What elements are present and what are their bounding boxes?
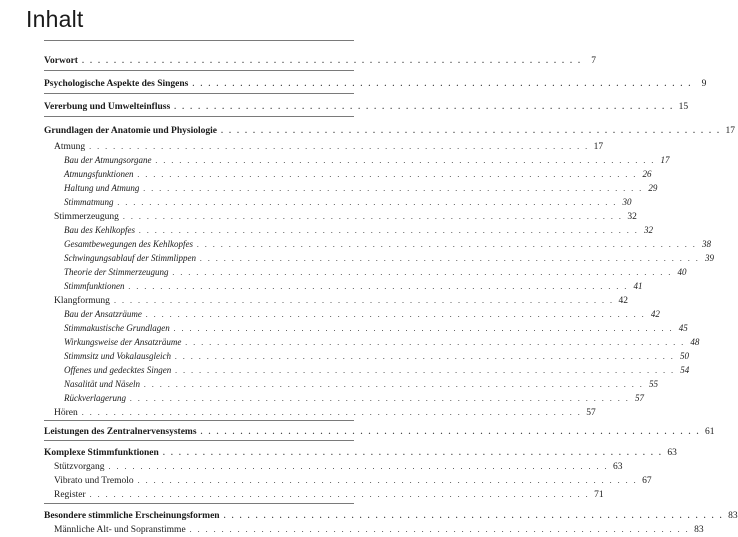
toc-entry[interactable] bbox=[64, 336, 700, 349]
dot-leader: . . . . . . . . . . . . . . . . . . . . . . . . . . . . . . . . . . . . . . . . . . . . . . . . . . . . . . . . . . . . . . . bbox=[223, 511, 724, 520]
toc-entry-label: Männliche Alt- und Sopranstimme bbox=[54, 525, 186, 535]
toc-entry-page-number: 63 bbox=[613, 462, 623, 472]
toc-entry[interactable] bbox=[64, 364, 690, 377]
toc-entry[interactable] bbox=[54, 460, 623, 473]
toc-entry-page-number: 41 bbox=[633, 281, 643, 291]
dot-leader: . . . . . . . . . . . . . . . . . . . . . . . . . . . . . . . . . . . . . . . . . . . . . . . . . . . . . . . . . . . . . . . bbox=[89, 490, 590, 499]
toc-entry-page-number: 29 bbox=[648, 183, 658, 193]
section-divider bbox=[44, 440, 354, 441]
toc-entry-page-number: 26 bbox=[642, 169, 652, 179]
toc-entry-label: Offenes und gedecktes Singen bbox=[64, 365, 172, 375]
toc-entry-page-number: 83 bbox=[694, 525, 704, 535]
toc-entry[interactable] bbox=[64, 280, 643, 293]
dot-leader: . . . . . . . . . . . . . . . . . . . . . . . . . . . . . . . . . . . . . . . . . . . . . . . . . . . . . . . . . . . . . . . bbox=[175, 366, 676, 375]
dot-leader: . . . . . . . . . . . . . . . . . . . . . . . . . . . . . . . . . . . . . . . . . . . . . . . . . . . . . . . . . . . . . . . bbox=[175, 352, 675, 361]
toc-entry-page-number: 17 bbox=[660, 155, 670, 165]
toc-entry-page-number: 54 bbox=[680, 365, 690, 375]
dot-leader: . . . . . . . . . . . . . . . . . . . . . . . . . . . . . . . . . . . . . . . . . . . . . . . . . . . . . . . . . . . . . . . bbox=[129, 394, 630, 403]
toc-entry[interactable] bbox=[64, 196, 632, 209]
page-title: Inhalt bbox=[26, 6, 84, 32]
dot-leader: . . . . . . . . . . . . . . . . . . . . . . . . . . . . . . . . . . . . . . . . . . . . . . . . . . . . . . . . . . . . . . . bbox=[172, 268, 673, 277]
toc-entry[interactable] bbox=[64, 238, 711, 251]
dot-leader: . . . . . . . . . . . . . . . . . . . . . . . . . . . . . . . . . . . . . . . . . . . . . . . . . . . . . . . . . . . . . . . bbox=[200, 427, 701, 436]
toc-entry-label: Vererbung und Umwelteinfluss bbox=[44, 102, 171, 112]
section-divider bbox=[44, 40, 354, 41]
toc-entry-page-number: 15 bbox=[678, 102, 689, 112]
dot-leader: . . . . . . . . . . . . . . . . . . . . . . . . . . . . . . . . . . . . . . . . . . . . . . . . . . . . . . . . . . . . . . . bbox=[144, 380, 645, 389]
toc-entry-page-number: 83 bbox=[728, 511, 738, 521]
section-divider bbox=[44, 70, 354, 71]
dot-leader: . . . . . . . . . . . . . . . . . . . . . . . . . . . . . . . . . . . . . . . . . . . . . . . . . . . . . . . . . . . . . . . bbox=[145, 310, 646, 319]
toc-entry-label: Atmungsfunktionen bbox=[64, 169, 134, 179]
dot-leader: . . . . . . . . . . . . . . . . . . . . . . . . . . . . . . . . . . . . . . . . . . . . . . . . . . . . . . . . . . . . . . . bbox=[189, 525, 690, 534]
toc-entry[interactable] bbox=[44, 425, 715, 438]
toc-entry-page-number: 42 bbox=[618, 296, 628, 306]
toc-entry[interactable] bbox=[64, 378, 659, 391]
toc-entry-page-number: 39 bbox=[705, 253, 714, 263]
section-divider bbox=[44, 116, 354, 117]
dot-leader: . . . . . . . . . . . . . . . . . . . . . . . . . . . . . . . . . . . . . . . . . . . . . . . . . . . . . . . . . . . . . . . bbox=[139, 226, 639, 235]
dot-leader: . . . . . . . . . . . . . . . . . . . . . . . . . . . . . . . . . . . . . . . . . . . . . . . . . . . . . . . . . . . . . . . bbox=[128, 282, 629, 291]
toc-entry-page-number: 17 bbox=[725, 126, 735, 136]
toc-entry-page-number: 45 bbox=[678, 323, 688, 333]
dot-leader: . . . . . . . . . . . . . . . . . . . . . . . . . . . . . . . . . . . . . . . . . . . . . . . . . . . . . . . . . . . . . . . bbox=[192, 79, 693, 88]
dot-leader: . . . . . . . . . . . . . . . . . . . . . . . . . . . . . . . . . . . . . . . . . . . . . . . . . . . . . . . . . . . . . . . bbox=[137, 170, 638, 179]
toc-entry-label: Register bbox=[54, 490, 86, 500]
toc-entry-label: Grundlagen der Anatomie und Physiologie bbox=[44, 126, 217, 136]
toc-entry-page-number: 38 bbox=[701, 239, 711, 249]
dot-leader: . . . . . . . . . . . . . . . . . . . . . . . . . . . . . . . . . . . . . . . . . . . . . . . . . . . . . . . . . . . . . . . bbox=[196, 240, 697, 249]
toc-entry-label: Stimmatmung bbox=[64, 197, 114, 207]
dot-leader: . . . . . . . . . . . . . . . . . . . . . . . . . . . . . . . . . . . . . . . . . . . . . . . . . . . . . . . . . . . . . . . bbox=[174, 102, 675, 111]
toc-entry-page-number: 50 bbox=[680, 351, 689, 361]
toc-entry-page-number: 48 bbox=[690, 337, 700, 347]
toc-entry[interactable] bbox=[64, 224, 653, 237]
toc-entry-page-number: 32 bbox=[627, 212, 637, 222]
section-divider bbox=[44, 93, 354, 94]
toc-entry-label: Klangformung bbox=[54, 296, 110, 306]
toc-entry[interactable] bbox=[54, 294, 628, 307]
dot-leader: . . . . . . . . . . . . . . . . . . . . . . . . . . . . . . . . . . . . . . . . . . . . . . . . . . . . . . . . . . . . . . . bbox=[81, 408, 582, 417]
toc-entry-page-number: 61 bbox=[705, 427, 715, 437]
toc-entry[interactable] bbox=[54, 406, 596, 419]
toc-entry-page-number: 55 bbox=[649, 379, 659, 389]
toc-entry-label: Stimmsitz und Vokalausgleich bbox=[64, 351, 171, 361]
toc-entry[interactable] bbox=[54, 523, 704, 536]
toc-entry-label: Stimmfunktionen bbox=[64, 281, 125, 291]
dot-leader: . . . . . . . . . . . . . . . . . . . . . . . . . . . . . . . . . . . . . . . . . . . . . . . . . . . . . . . . . . . . . . . bbox=[185, 338, 686, 347]
toc-entry-page-number: 57 bbox=[586, 408, 596, 418]
section-divider bbox=[44, 420, 354, 421]
toc-entry-page-number: 40 bbox=[677, 267, 687, 277]
toc-entry-page-number: 63 bbox=[667, 448, 677, 458]
toc-entry[interactable] bbox=[64, 350, 689, 363]
dot-leader: . . . . . . . . . . . . . . . . . . . . . . . . . . . . . . . . . . . . . . . . . . . . . . . . . . . . . . . . . . . . . . . bbox=[200, 254, 700, 263]
toc-entry-label: Theorie der Stimmerzeugung bbox=[64, 267, 169, 277]
toc-entry-label: Bau des Kehlkopfes bbox=[64, 225, 135, 235]
toc-entry[interactable] bbox=[64, 168, 652, 181]
toc-entry[interactable] bbox=[64, 154, 670, 167]
toc-entry-page-number: 17 bbox=[593, 142, 604, 152]
toc-entry-page-number: 9 bbox=[701, 79, 707, 89]
toc-entry-label: Schwingungsablauf der Stimmlippen bbox=[64, 253, 196, 263]
toc-entry-label: Stützvorgang bbox=[54, 462, 105, 472]
toc-entry-label: Leistungen des Zentralnervensystems bbox=[44, 427, 197, 437]
toc-entry-label: Vibrato und Tremolo bbox=[54, 476, 134, 486]
dot-leader: . . . . . . . . . . . . . . . . . . . . . . . . . . . . . . . . . . . . . . . . . . . . . . . . . . . . . . . . . . . . . . . bbox=[143, 184, 644, 193]
toc-entry-label: Gesamtbewegungen des Kehlkopfes bbox=[64, 239, 193, 249]
toc-entry[interactable] bbox=[64, 182, 658, 195]
toc-entry-label: Haltung und Atmung bbox=[64, 183, 140, 193]
dot-leader: . . . . . . . . . . . . . . . . . . . . . . . . . . . . . . . . . . . . . . . . . . . . . . . . . . . . . . . . . . . . . . . bbox=[117, 198, 618, 207]
toc-entry-label: Bau der Atmungsorgane bbox=[64, 155, 152, 165]
toc-entry[interactable] bbox=[44, 124, 735, 137]
toc-entry[interactable] bbox=[64, 308, 660, 321]
dot-leader: . . . . . . . . . . . . . . . . . . . . . . . . . . . . . . . . . . . . . . . . . . . . . . . . . . . . . . . . . . . . . . . bbox=[89, 142, 590, 151]
toc-entry[interactable] bbox=[54, 488, 604, 501]
toc-entry[interactable] bbox=[44, 77, 707, 90]
toc-entry-label: Vorwort bbox=[44, 56, 78, 66]
toc-entry-label: Wirkungsweise der Ansatzräume bbox=[64, 337, 182, 347]
toc-entry-label: Rückverlagerung bbox=[64, 393, 126, 403]
toc-entry-page-number: 30 bbox=[622, 197, 632, 207]
toc-entry-label: Stimmakustische Grundlagen bbox=[64, 323, 170, 333]
section-divider bbox=[44, 503, 354, 504]
toc-entry-label: Atmung bbox=[54, 142, 86, 152]
toc-entry-page-number: 71 bbox=[594, 490, 604, 500]
dot-leader: . . . . . . . . . . . . . . . . . . . . . . . . . . . . . . . . . . . . . . . . . . . . . . . . . . . . . . . . . . . . . . . bbox=[137, 476, 638, 485]
toc-entry[interactable] bbox=[64, 392, 644, 405]
toc-entry-page-number: 32 bbox=[644, 225, 653, 235]
toc-entry[interactable] bbox=[64, 266, 687, 279]
toc-entry[interactable] bbox=[54, 210, 637, 223]
toc-entry-label: Komplexe Stimmfunktionen bbox=[44, 448, 159, 458]
dot-leader: . . . . . . . . . . . . . . . . . . . . . . . . . . . . . . . . . . . . . . . . . . . . . . . . . . . . . . . . . . . . . . . bbox=[81, 56, 582, 65]
toc-entry[interactable] bbox=[54, 140, 604, 153]
toc-entry-page-number: 7 bbox=[591, 56, 596, 66]
toc-entry-label: Hören bbox=[54, 408, 78, 418]
toc-entry-label: Besondere stimmliche Erscheinungsformen bbox=[44, 511, 220, 521]
dot-leader: . . . . . . . . . . . . . . . . . . . . . . . . . . . . . . . . . . . . . . . . . . . . . . . . . . . . . . . . . . . . . . . bbox=[113, 296, 614, 305]
toc-entry-label: Psychologische Aspekte des Singens bbox=[44, 79, 189, 89]
toc-entry[interactable] bbox=[54, 474, 652, 487]
toc-entry-page-number: 67 bbox=[642, 476, 652, 486]
dot-leader: . . . . . . . . . . . . . . . . . . . . . . . . . . . . . . . . . . . . . . . . . . . . . . . . . . . . . . . . . . . . . . . bbox=[162, 448, 663, 457]
toc-entry[interactable] bbox=[44, 54, 596, 67]
toc-entry-page-number: 42 bbox=[650, 309, 660, 319]
toc-entry[interactable] bbox=[44, 446, 677, 459]
toc-entry[interactable] bbox=[44, 100, 689, 113]
toc-entry-label: Stimmerzeugung bbox=[54, 212, 119, 222]
toc-entry-label: Bau der Ansatzräume bbox=[64, 309, 142, 319]
toc-entry[interactable] bbox=[64, 322, 688, 335]
toc-entry[interactable] bbox=[44, 509, 738, 522]
dot-leader: . . . . . . . . . . . . . . . . . . . . . . . . . . . . . . . . . . . . . . . . . . . . . . . . . . . . . . . . . . . . . . . bbox=[220, 126, 721, 135]
dot-leader: . . . . . . . . . . . . . . . . . . . . . . . . . . . . . . . . . . . . . . . . . . . . . . . . . . . . . . . . . . . . . . . bbox=[155, 156, 656, 165]
dot-leader: . . . . . . . . . . . . . . . . . . . . . . . . . . . . . . . . . . . . . . . . . . . . . . . . . . . . . . . . . . . . . . . bbox=[108, 462, 609, 471]
dot-leader: . . . . . . . . . . . . . . . . . . . . . . . . . . . . . . . . . . . . . . . . . . . . . . . . . . . . . . . . . . . . . . . bbox=[173, 324, 674, 333]
toc-entry-page-number: 57 bbox=[634, 393, 644, 403]
toc-entry[interactable] bbox=[64, 252, 714, 265]
toc-entry-label: Nasalität und Näseln bbox=[64, 379, 141, 389]
dot-leader: . . . . . . . . . . . . . . . . . . . . . . . . . . . . . . . . . . . . . . . . . . . . . . . . . . . . . . . . . . . . . . . bbox=[122, 212, 623, 221]
